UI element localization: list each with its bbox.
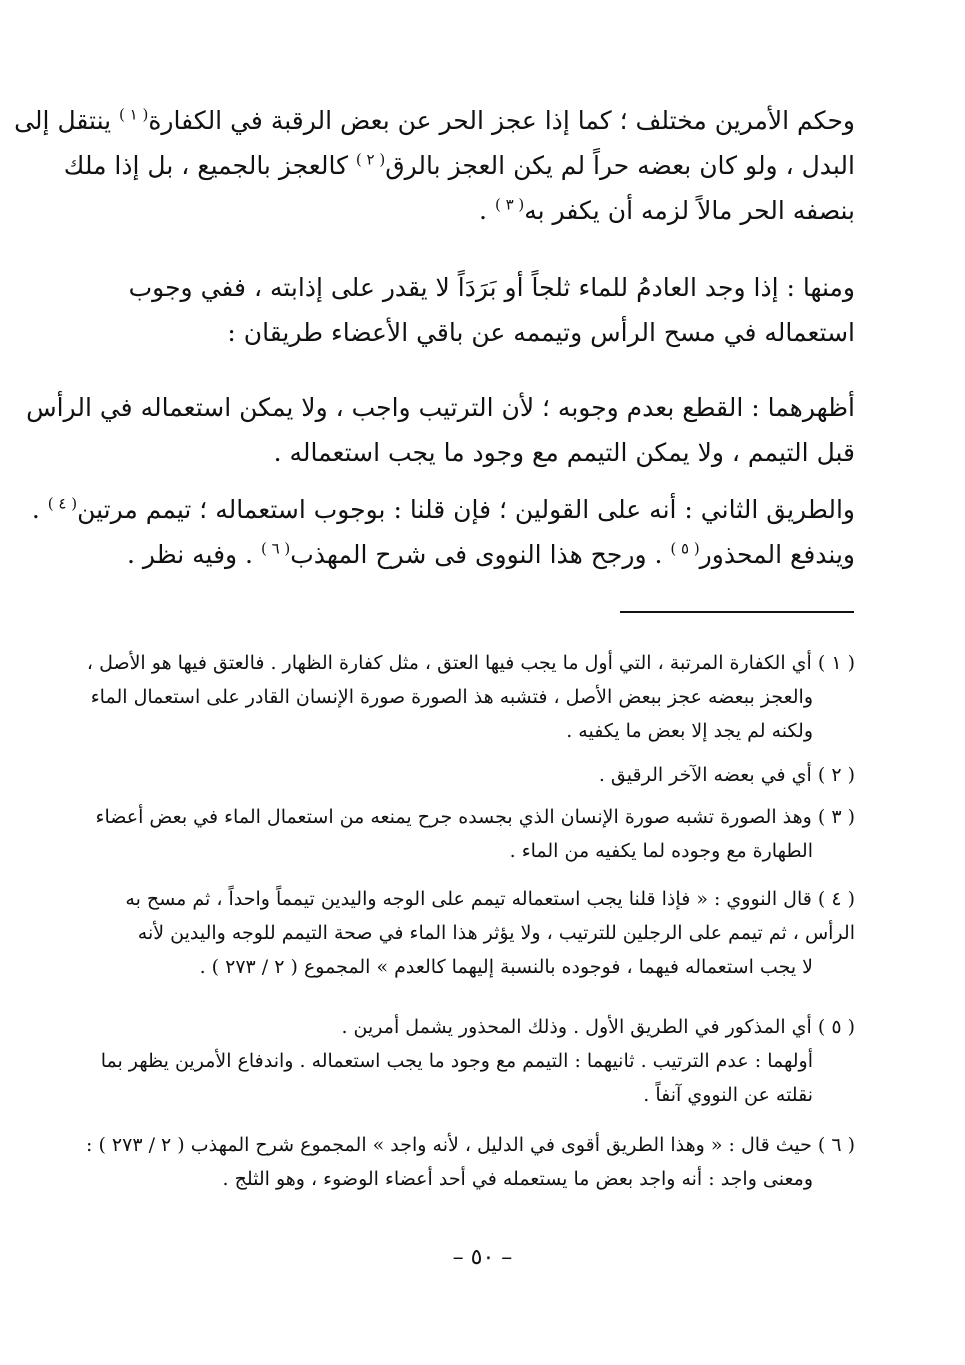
- footnote-number: ( ٤ ): [817, 888, 855, 910]
- footnote-text: أولهما : عدم الترتيب . ثانيهما : التيمم مع وجود ما يجب استعماله . واندفاع الأمرين يظهر بما: [100, 1050, 813, 1072]
- paragraph-4-line-1: والطريق الثاني : أنه على القولين ؛ فإن قلنا : بوجوب استعماله ؛ تيمم مرتين$^{( ٤ )}$ .: [31, 494, 855, 524]
- footnote-text: ومعنى واجد : أنه واجد بعض ما يستعمله في أحد أعضاء الوضوء ، وهو الثلج .: [222, 1168, 813, 1190]
- footnote-text: الرأس ، ثم تيمم على الرجلين للترتيب ، ولا يؤثر هذا الماء في صحة التيمم للوجه واليدين لأنه: [137, 922, 855, 944]
- paragraph-1-line-3: بنصفه الحر مالاً لزمه أن يكفر به$^{( ٣ )}$ .: [479, 195, 855, 225]
- footnote-number: ( ٦ ): [817, 1134, 855, 1156]
- footnote-number: ( ٥ ): [817, 1016, 855, 1038]
- footnote-marker-6[interactable]: ( ٦ ): [260, 539, 291, 558]
- footnote-text: أي في بعضه الآخر الرقيق .: [598, 764, 812, 786]
- footnote-text: والعجز ببعضه عجز ببعض الأصل ، فتشبه هذ الصورة صورة الإنسان القادر على استعمال الماء: [90, 686, 813, 708]
- footnote-4: [105, 882, 855, 984]
- footnote-text: نقلته عن النووي آنفاً .: [643, 1084, 813, 1106]
- footnote-text: لا يجب استعماله فيهما ، فوجوده بالنسبة إليهما كالعدم » المجموع ( ٢ / ٢٧٣ ) .: [199, 956, 813, 978]
- footnote-5: [100, 1010, 855, 1112]
- footnote-marker-5[interactable]: ( ٥ ): [670, 539, 700, 558]
- paragraph-3: [26, 385, 855, 475]
- footnote-marker-3[interactable]: ( ٣ ): [494, 195, 525, 214]
- paragraph-3-line-1: أظهرهما : القطع بعدم وجوبه ؛ لأن الترتيب واجب ، ولا يمكن استعماله في الرأس: [26, 393, 855, 422]
- page-number: – ٥٠ –: [452, 1245, 513, 1270]
- paragraph-2: [105, 265, 855, 355]
- footnote-number: ( ١ ): [817, 652, 855, 674]
- footnote-marker-2[interactable]: ( ٢ ): [355, 150, 386, 169]
- footnote-divider: [620, 611, 854, 613]
- footnote-text: وهذ الصورة تشبه صورة الإنسان الذي بجسده جرح يمنعه من استعمال الماء في بعض أعضاء: [95, 806, 812, 828]
- footnote-text: الطهارة مع وجوده لما يكفيه من الماء .: [509, 840, 813, 862]
- paragraph-1: [14, 98, 855, 233]
- footnote-2: [105, 758, 855, 792]
- footnote-text: قال النووي : « فإذا قلنا يجب استعماله تيمم على الوجه واليدين تيمماً واحداً ، ثم مسح به: [125, 888, 812, 910]
- footnote-number: ( ٣ ): [817, 806, 855, 828]
- footnote-number: ( ٢ ): [817, 764, 855, 786]
- paragraph-4-line-2: ويندفع المحذور$^{( ٥ )}$ . ورجح هذا النووى فى شرح المهذب$^{( ٦ )}$ . وفيه نظر .: [127, 539, 855, 569]
- paragraph-2-line-1: ومنها : إذا وجد العادمُ للماء ثلجاً أو بَرَدَاً لا يقدر على إذابته ، ففي وجوب: [128, 273, 855, 302]
- footnote-1: [86, 646, 855, 748]
- footnote-text: ولكنه لم يجد إلا بعض ما يكفيه .: [566, 720, 813, 742]
- footnote-marker-4[interactable]: ( ٤ ): [47, 494, 78, 513]
- paragraph-2-line-2: استعماله في مسح الرأس وتيممه عن باقي الأعضاء طريقان :: [227, 318, 855, 347]
- footnote-text: أي المذكور في الطريق الأول . وذلك المحذور يشمل أمرين .: [341, 1016, 812, 1038]
- paragraph-3-line-2: قبل التيمم ، ولا يمكن التيمم مع وجود ما يجب استعماله .: [273, 438, 855, 467]
- footnote-text: حيث قال : « وهذا الطريق أقوى في الدليل ، لأنه واجد » المجموع شرح المهذب ( ٢ / ٢٧٣ ) :: [86, 1134, 812, 1156]
- footnote-3: [95, 800, 855, 868]
- paragraph-1-line-2: البدل ، ولو كان بعضه حراً لم يكن العجز بالرق$^{( ٢ )}$ كالعجز بالجميع ، بل إذا ملك: [63, 150, 855, 180]
- paragraph-4: [31, 487, 855, 577]
- footnote-marker-1[interactable]: ( ١ ): [119, 105, 149, 124]
- footnote-text: أي الكفارة المرتبة ، التي أول ما يجب فيها العتق ، مثل كفارة الظهار . فالعتق فيها هو الأصل ،: [86, 652, 812, 674]
- paragraph-1-line-1: وحكم الأمرين مختلف ؛ كما إذا عجز الحر عن بعض الرقبة في الكفارة$^{( ١ )}$ ينتقل إلى: [14, 105, 855, 135]
- footnote-6: [86, 1128, 855, 1196]
